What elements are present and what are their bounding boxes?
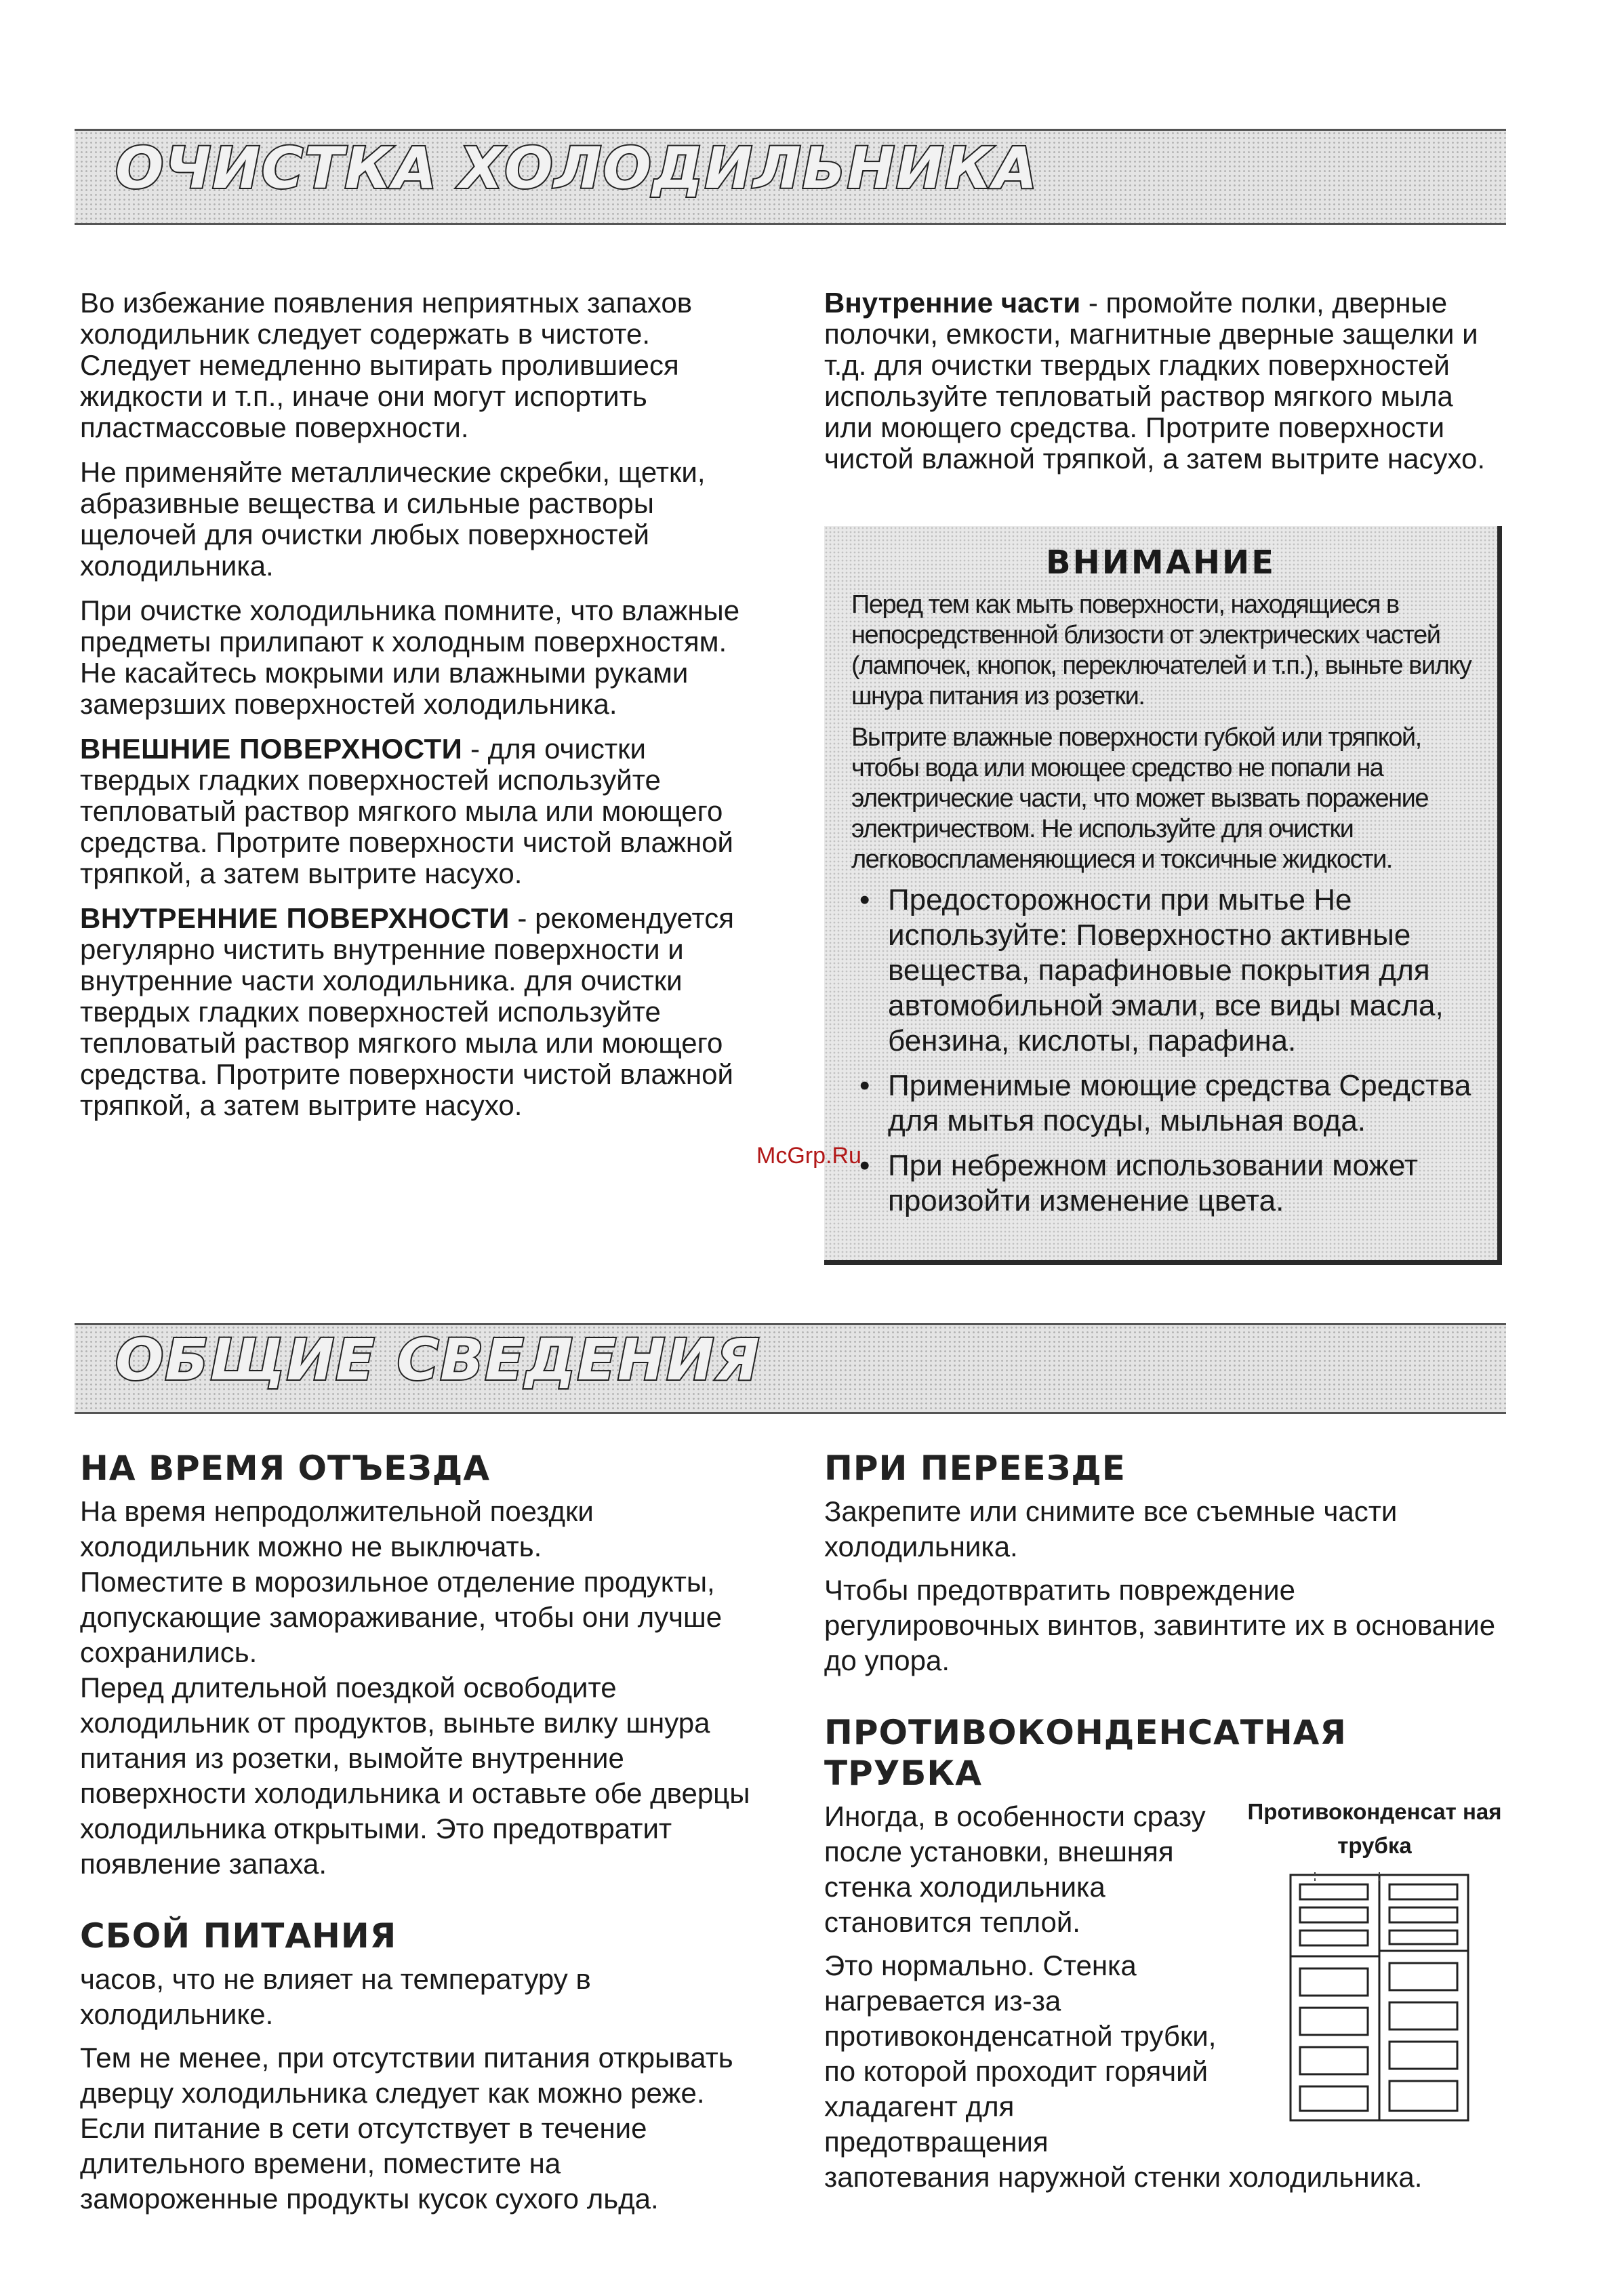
moving-heading: ПРИ ПЕРЕЕЗДЕ	[824, 1449, 1126, 1488]
paragraph: Во избежание появления неприятных запахов холодильник следует содержать в чистоте. Следует немедленно вытирать пролившиеся жидкости и т.п., иначе они могут испортить пластмассовые поверхности.	[80, 287, 693, 443]
list-item: • При небрежном использовании может произойти изменение цвета.	[851, 1148, 1482, 1219]
paragraph: Поместите в морозильное отделение продукты, допускающие замораживание, чтобы они лучше сохранились.	[80, 1566, 723, 1668]
warning-bullet-list	[851, 883, 1482, 1228]
power-failure-heading: СБОЙ ПИТАНИЯ	[80, 1916, 397, 1956]
paragraph: Иногда, в особенности сразу после установки, внешняя стенка холодильника становится теплой.	[824, 1800, 1206, 1938]
external-surfaces-paragraph	[80, 733, 758, 889]
paragraph: Это нормально. Стенка нагревается из-за противоконденсатной трубки, по которой проходит горячий хладагент для предотвращения	[824, 1949, 1217, 2158]
general-left-column	[80, 1448, 765, 2217]
cleaning-left-column	[80, 287, 758, 1135]
paragraph: Перед длительной поездкой освободите холодильник от продуктов, выньте вилку шнура питания из розетки, вымойте внутренние поверхности холодильника и оставьте обе дверцы холодильника открытыми. Это предотвратит появление запаха.	[80, 1672, 750, 1880]
inner-parts-label: Внутренние части	[824, 287, 1081, 319]
section-title-cleaning: ОЧИСТКА ХОЛОДИЛЬНИКА	[115, 135, 1038, 201]
paragraph: Не применяйте металлические скребки, щетки, абразивные вещества и сильные растворы щелочей для очистки любых поверхностей холодильника.	[80, 456, 706, 582]
paragraph: часов, что не влияет на температуру в холодильнике.	[80, 1963, 591, 2030]
internal-surfaces-label: ВНУТРЕННИЕ ПОВЕРХНОСТИ	[80, 902, 510, 934]
internal-surfaces-paragraph	[80, 903, 758, 1121]
paragraph: Тем не менее, при отсутствии питания открывать дверцу холодильника следует как можно реже. Если питание в сети отсутствует в течение длительного времени, поместите на замороженные продукты кусок сухого льда.	[80, 2042, 733, 2215]
paragraph: Чтобы предотвратить повреждение регулировочных винтов, завинтите их в основание до упора.	[824, 1574, 1496, 1676]
external-surfaces-label: ВНЕШНИЕ ПОВЕРХНОСТИ	[80, 733, 463, 765]
section-title-general: ОБЩИЕ СВЕДЕНИЯ	[115, 1327, 761, 1393]
paragraph: Закрепите или снимите все съемные части холодильника.	[824, 1495, 1398, 1562]
section-banner-cleaning	[75, 129, 1506, 225]
paragraph: запотевания наружной стенки холодильника.	[824, 2161, 1423, 2193]
paragraph: На время непродолжительной поездки холодильник можно не выключать.	[80, 1495, 594, 1562]
inner-parts-paragraph	[824, 287, 1502, 474]
list-item: • Применимые моющие средства Средства для мытья посуды, мыльная вода.	[851, 1068, 1482, 1139]
anti-condensation-heading: ПРОТИВОКОНДЕНСАТНАЯ ТРУБКА	[824, 1713, 1347, 1793]
internal-surfaces-text: - рекомендуется регулярно чистить внутренние поверхности и внутренние части холодильника. для очистки твердых гладких поверхностей используйте тепловатый раствор мягкого мыла или моющего средства. Протрите поверхности чистой влажной тряпкой, а затем вытрите насухо.	[80, 902, 734, 1121]
fridge-diagram-icon	[1288, 1872, 1471, 2123]
warning-title: ВНИМАНИЕ	[1046, 544, 1276, 582]
warning-paragraph: Перед тем как мыть поверхности, находящиеся в непосредственной близости от электрических частей (лампочек, кнопок, переключателей и т.п.), выньте вилку шнура питания из розетки.	[851, 590, 1471, 710]
warning-paragraph: Вытрите влажные поверхности губкой или тряпкой, чтобы вода или моющее средство не попали на электрические части, что может вызвать поражение электричеством. Не используйте для очистки легковоспламеняющиеся и токсичные жидкости.	[851, 723, 1429, 874]
list-item: • Предосторожности при мытье Не используйте: Поверхностно активные вещества, парафиновые покрытия для автомобильной эмали, все виды масла, бензина, кислоты, парафина.	[851, 883, 1482, 1059]
inner-parts-text: - промойте полки, дверные полочки, емкости, магнитные дверные защелки и т.д. для очистки твердых гладких поверхностей используйте тепловатый раствор мягкого мыла или моющего средства. Протрите поверхности чистой влажной тряпкой, а затем вытрите насухо.	[824, 287, 1486, 474]
watermark: McGrp.Ru	[756, 1143, 861, 1169]
warning-box	[824, 526, 1502, 1265]
warning-text	[851, 590, 1475, 886]
away-heading: НА ВРЕМЯ ОТЪЕЗДА	[80, 1449, 491, 1488]
section-banner-general	[75, 1323, 1506, 1414]
paragraph: При очистке холодильника помните, что влажные предметы прилипают к холодным поверхностям. Не касайтесь мокрыми или влажными руками замерзших поверхностей холодильника.	[80, 594, 740, 720]
external-surfaces-text: - для очистки твердых гладких поверхностей используйте тепловатый раствор мягкого мыла или моющего средства. Протрите поверхности чистой влажной тряпкой, а затем вытрите насухо.	[80, 733, 733, 889]
figure-caption: Противоконденсат ная трубка	[1247, 1799, 1502, 1858]
